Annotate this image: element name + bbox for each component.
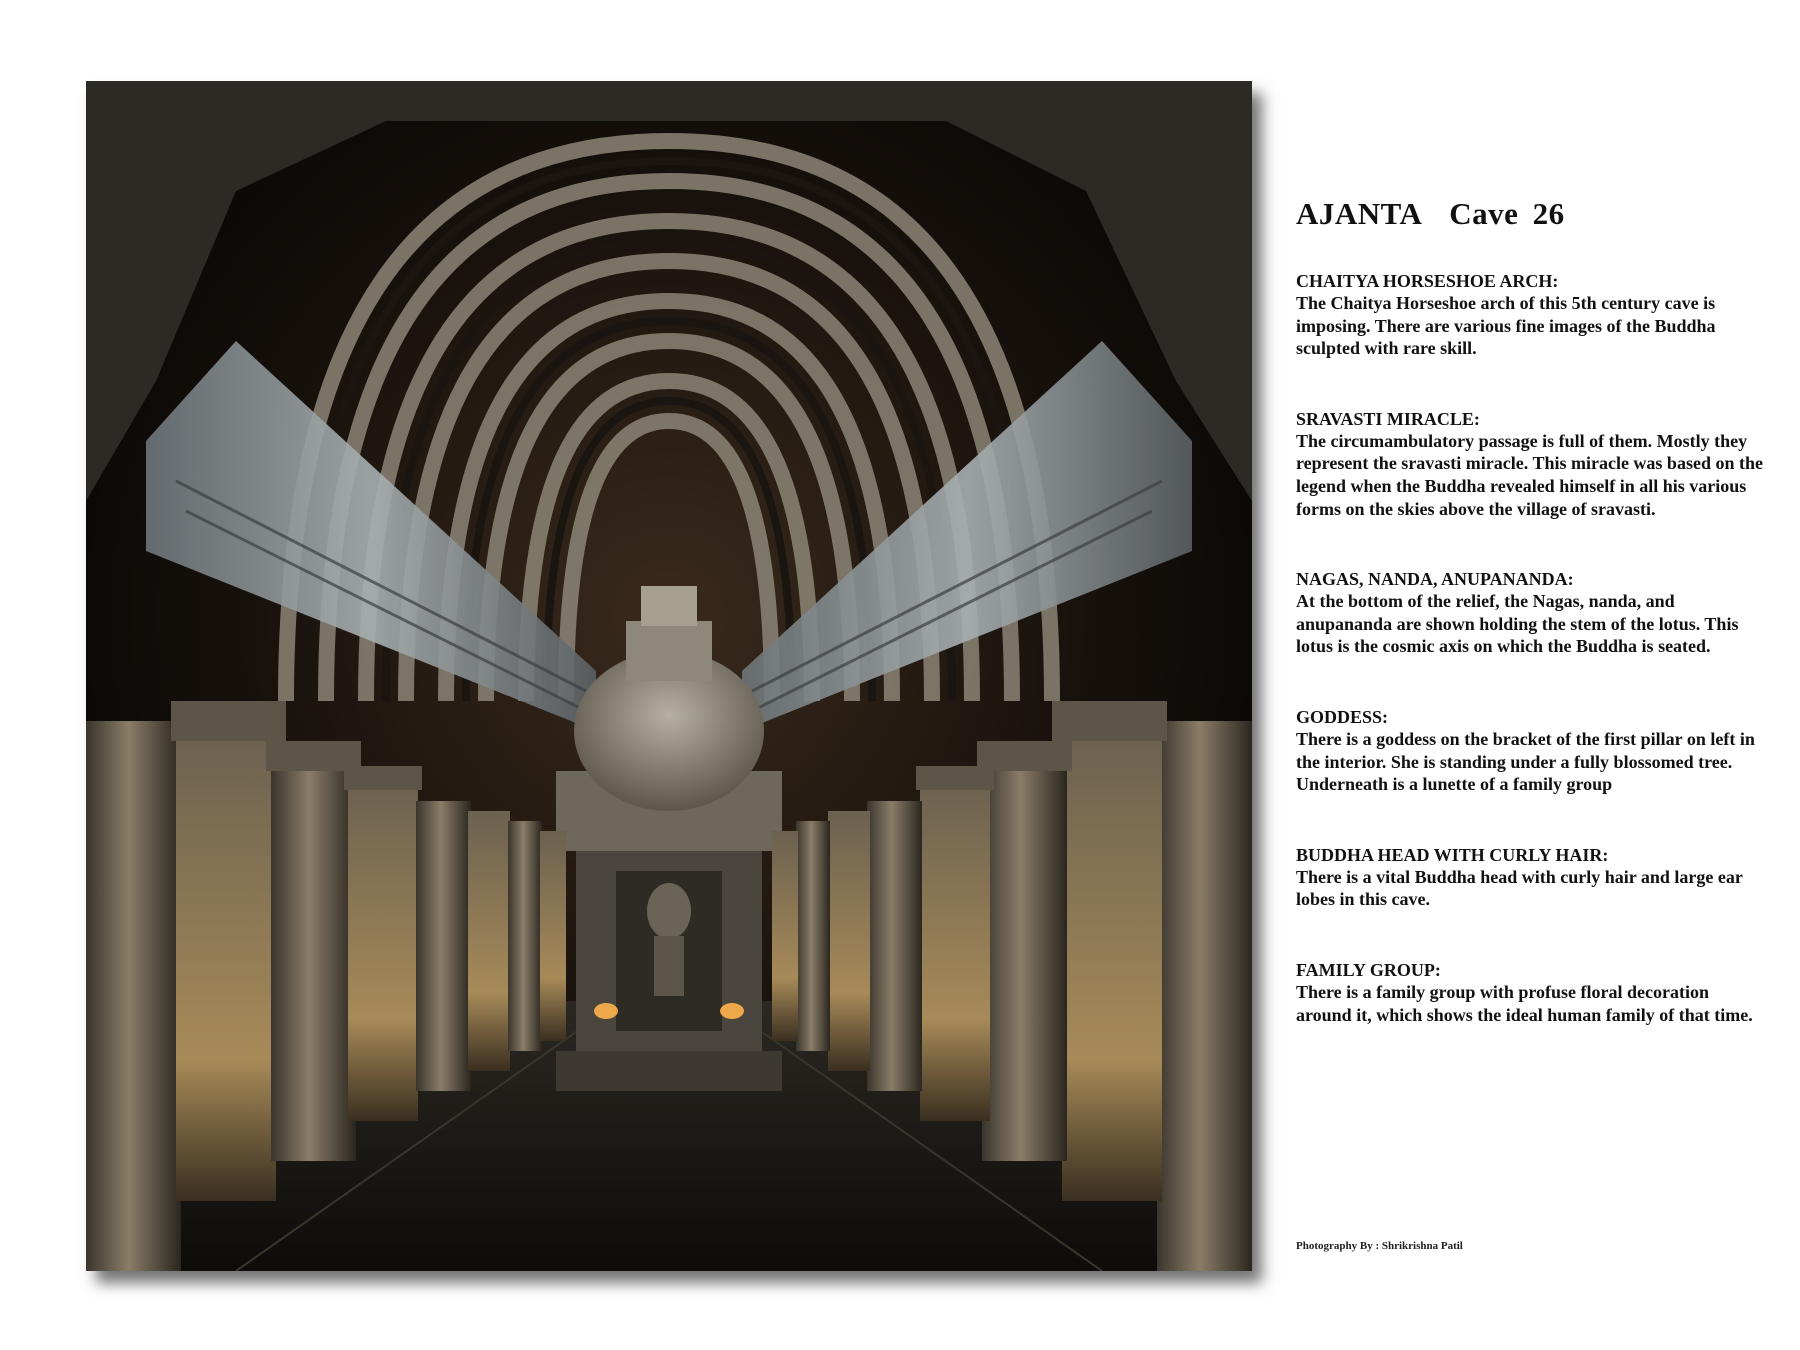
section-heading: NAGAS, NANDA, ANUPANANDA: [1296, 569, 1574, 590]
section-heading: SRAVASTI MIRACLE: [1296, 408, 1480, 429]
section-heading: BUDDHA HEAD WITH CURLY HAIR: [1296, 844, 1609, 865]
section-body: There is a vital Buddha head with curly hair and large ear lobes in this cave. [1296, 866, 1743, 910]
description-panel [1296, 196, 1766, 1074]
section-heading: GODDESS: [1296, 706, 1389, 727]
section-sravasti-miracle [1296, 408, 1766, 520]
section-goddess [1296, 706, 1766, 796]
photo-credit: Photography By : Shrikrishna Patil [1296, 1240, 1463, 1252]
section-body: The circumambulatory passage is full of them. Mostly they represent the sravasti miracle. This miracle was based on the legend when the Buddha revealed himself in all his various forms on the skies above the village of sravasti. [1296, 430, 1763, 519]
section-family-group [1296, 959, 1766, 1026]
cave-photo [86, 81, 1252, 1271]
section-body: There is a family group with profuse floral decoration around it, which shows the ideal human family of that time. [1296, 981, 1753, 1025]
section-chaitya-arch [1296, 270, 1766, 360]
section-body: The Chaitya Horseshoe arch of this 5th century cave is imposing. There are various fine images of the Buddha sculpted with rare skill. [1296, 293, 1716, 359]
section-body: There is a goddess on the bracket of the first pillar on left in the interior. She is standing under a fully blossomed tree. Underneath is a lunette of a family group [1296, 728, 1755, 795]
section-heading: FAMILY GROUP: [1296, 959, 1441, 980]
cave-interior-illustration [86, 81, 1252, 1271]
section-buddha-head [1296, 844, 1766, 911]
page-title: AJANTA Cave 26 [1296, 196, 1565, 231]
section-heading: CHAITYA HORSESHOE ARCH: [1296, 271, 1559, 291]
section-body: At the bottom of the relief, the Nagas, nanda, and anupananda are shown holding the stem of the lotus. This lotus is the cosmic axis on which the Buddha is seated. [1296, 591, 1739, 657]
section-nagas [1296, 568, 1766, 658]
